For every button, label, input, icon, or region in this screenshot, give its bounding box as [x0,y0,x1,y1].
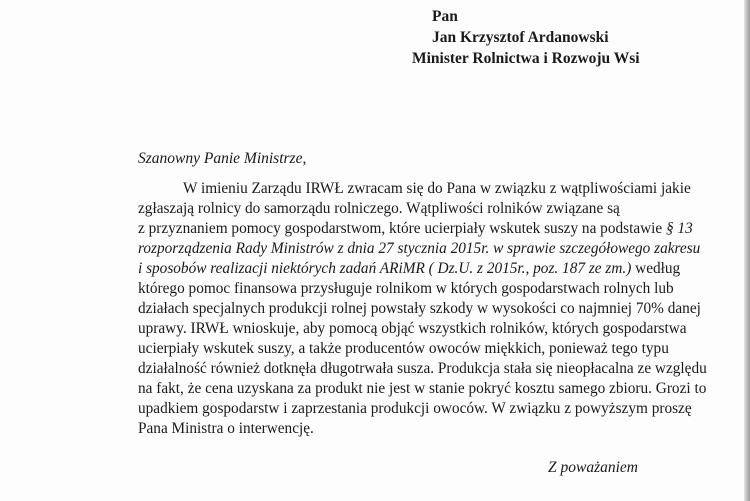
legal-reference-paragraph: § 13 [666,220,693,237]
recipient-position: Minister Rolnictwa i Rozwoju Wsi [412,50,640,67]
page-edge-shadow [744,0,750,501]
body-line-text: z przyznaniem pomocy gospodarstwom, które ucierpiały wskutek suszy na podstawie [138,220,663,237]
recipient-name: Jan Krzysztof Ardanowski [432,29,609,46]
body-line [138,219,736,239]
body-line: zgłaszają rolnicy do samorządu rolniczego. Wątpliwości rolników związane są [138,200,620,217]
closing: Z poważaniem [548,459,638,476]
body-line: ucierpiały wskutek suszy, a także producentów owoców miękkich, ponieważ tego typu [138,340,669,357]
body-line-tail: według [635,260,681,277]
body-line: na fakt, że cena uzyskana za produkt nie jest w stanie pokryć kosztu samego zbioru. Grozi to [138,380,707,397]
body-line: uprawy. IRWŁ wnioskuje, aby pomocą objąć wszystkich rolników, których gospodarstwa [138,320,687,337]
body-line: działalność również dotknęła długotrwała susza. Produkcja stała się nieopłacalna ze względu [138,360,707,377]
body-line-text: i sposobów realizacji niektórych zadań ARiMR ( Dz.U. z 2015r., poz. 187 ze zm.) [138,260,632,277]
body-line: działach specjalnych produkcji rolnej powstały szkody w wysokości co najmniej 70% danej [138,300,701,317]
letter-body [138,179,736,439]
body-line: Pana Ministra o interwencję. [138,420,314,437]
body-line: upadkiem gospodarstw i zaprzestania produkcji owoców. W związku z powyższym proszę [138,400,692,417]
body-line: rozporządzenia Rady Ministrów z dnia 27 stycznia 2015r. w sprawie szczegółowego zakresu [138,240,701,257]
body-line [138,259,736,279]
recipient-title: Pan [432,8,458,25]
body-line: którego pomoc finansowa przysługuje rolnikom w których gospodarstwach rolnych lub [138,280,674,297]
salutation: Szanowny Panie Ministrze, [138,150,307,167]
recipient-block [412,6,742,69]
body-line: W imieniu Zarządu IRWŁ zwracam się do Pana w związku z wątpliwościami jakie [183,180,691,197]
